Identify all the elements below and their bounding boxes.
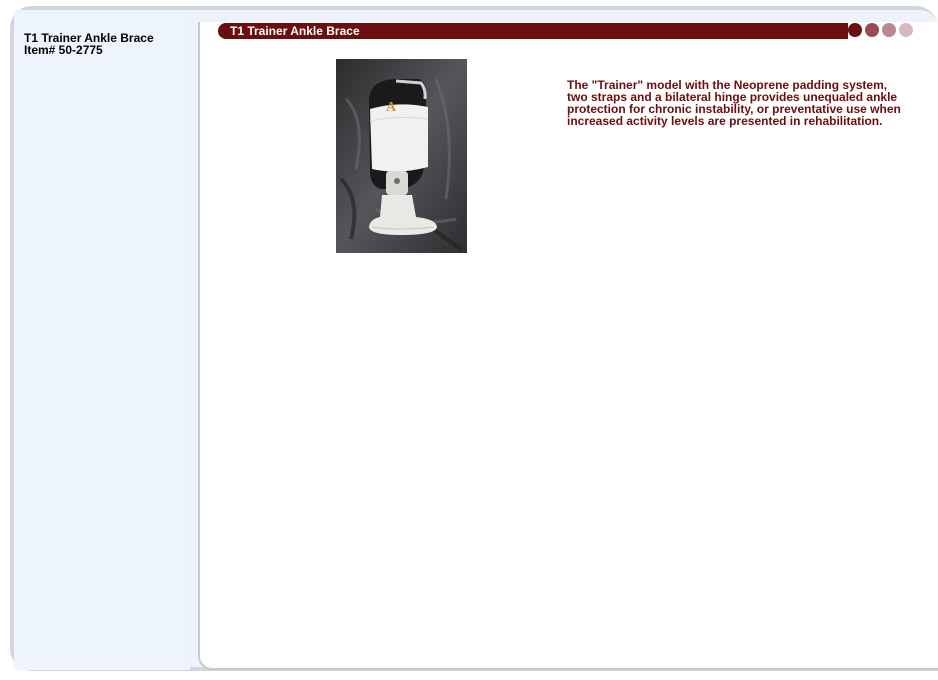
page-title: T1 Trainer Ankle Brace [230, 24, 360, 38]
sidebar-item-number: Item# 50-2775 [24, 43, 103, 57]
ankle-brace-photo [336, 59, 467, 253]
product-image [336, 59, 467, 253]
decorative-dot-2 [865, 23, 879, 37]
brace-logo-letter: A [386, 100, 397, 115]
product-description: The "Trainer" model with the Neoprene padding system, two straps and a bilateral hinge provides unequaled ankle protection for chronic instability, or preventative use when increased activity levels are presented in rehabilitation. [567, 78, 901, 128]
sidebar-product-name: T1 Trainer Ankle Brace [24, 31, 154, 45]
title-bar [218, 23, 848, 39]
sidebar-product-info [24, 32, 154, 56]
decorative-dot-4 [899, 23, 913, 37]
decorative-dot-3 [882, 23, 896, 37]
decorative-dot-1 [848, 23, 862, 37]
sidebar [14, 10, 190, 670]
